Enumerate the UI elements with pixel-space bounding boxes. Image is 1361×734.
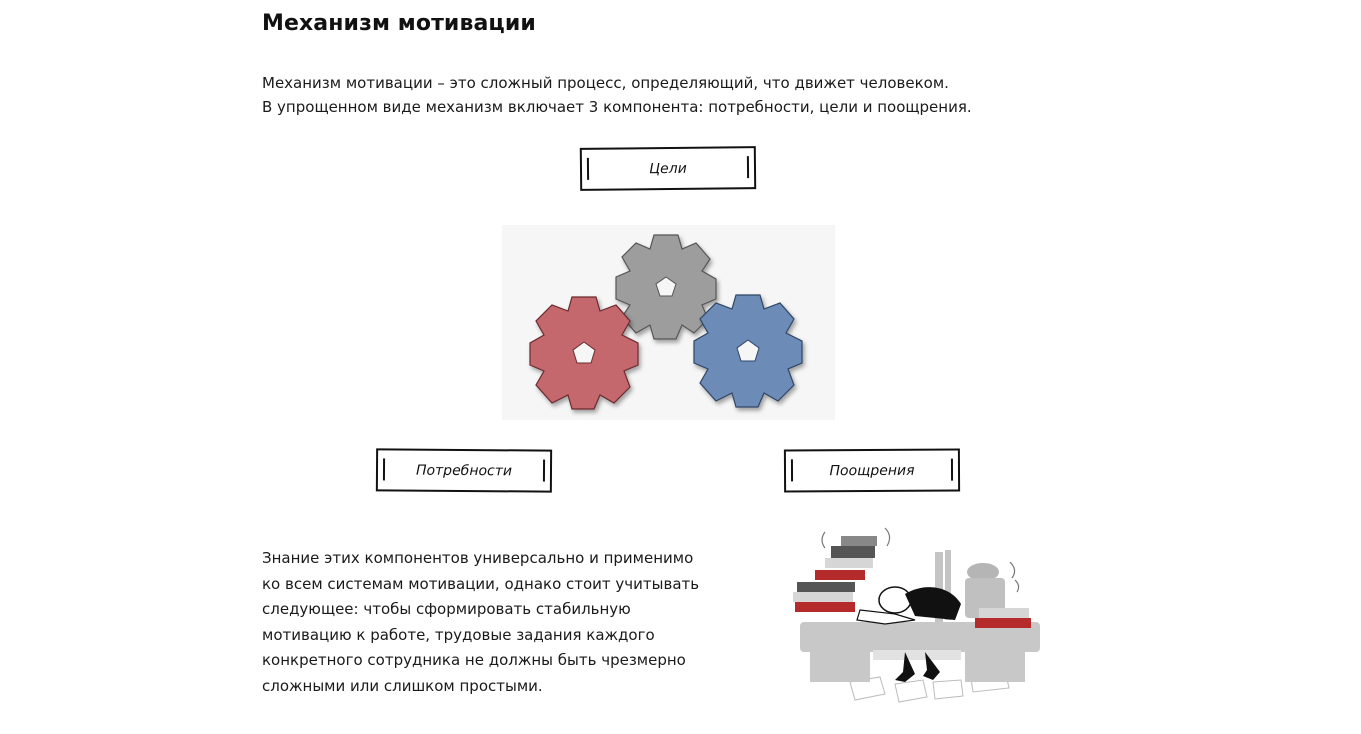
rewards-label-box bbox=[784, 449, 960, 493]
intro-line: Механизм мотивации – это сложный процесс, определяющий, что движет человеком. bbox=[262, 74, 949, 92]
conclusion-line: мотивацию к работе, трудовые задания каждого bbox=[262, 625, 655, 644]
desk-icon bbox=[800, 622, 1040, 682]
section-title: Механизм мотивации bbox=[262, 11, 536, 36]
box-tick bbox=[543, 460, 545, 482]
blue-gear-icon bbox=[694, 295, 802, 407]
conclusion-paragraph bbox=[262, 546, 762, 700]
conclusion-line: ко всем системам мотивации, однако стоит учитывать bbox=[262, 574, 700, 593]
needs-label: Потребности bbox=[415, 462, 513, 479]
intro-paragraph bbox=[262, 71, 1082, 119]
gray-gear-icon bbox=[616, 235, 716, 339]
box-tick bbox=[951, 459, 953, 481]
goals-label: Цели bbox=[649, 160, 687, 177]
needs-label-box bbox=[376, 448, 552, 492]
overworked-worker-illustration bbox=[765, 522, 1080, 712]
box-tick bbox=[747, 156, 749, 178]
conclusion-line: Знание этих компонентов универсально и применимо bbox=[262, 549, 694, 567]
box-tick bbox=[587, 158, 589, 180]
goals-label-box bbox=[580, 146, 756, 191]
gears-image bbox=[502, 225, 835, 420]
intro-line: В упрощенном виде механизм включает 3 компонента: потребности, цели и поощрения. bbox=[262, 98, 972, 116]
conclusion-line: следующее: чтобы сформировать стабильную bbox=[262, 600, 631, 619]
red-gear-icon bbox=[530, 297, 638, 409]
conclusion-line: сложными или слишком простыми. bbox=[262, 676, 543, 695]
conclusion-line: конкретного сотрудника не должны быть чрезмерно bbox=[262, 651, 686, 670]
box-tick bbox=[791, 459, 793, 481]
box-tick bbox=[383, 458, 385, 480]
rewards-label: Поощрения bbox=[829, 462, 915, 479]
